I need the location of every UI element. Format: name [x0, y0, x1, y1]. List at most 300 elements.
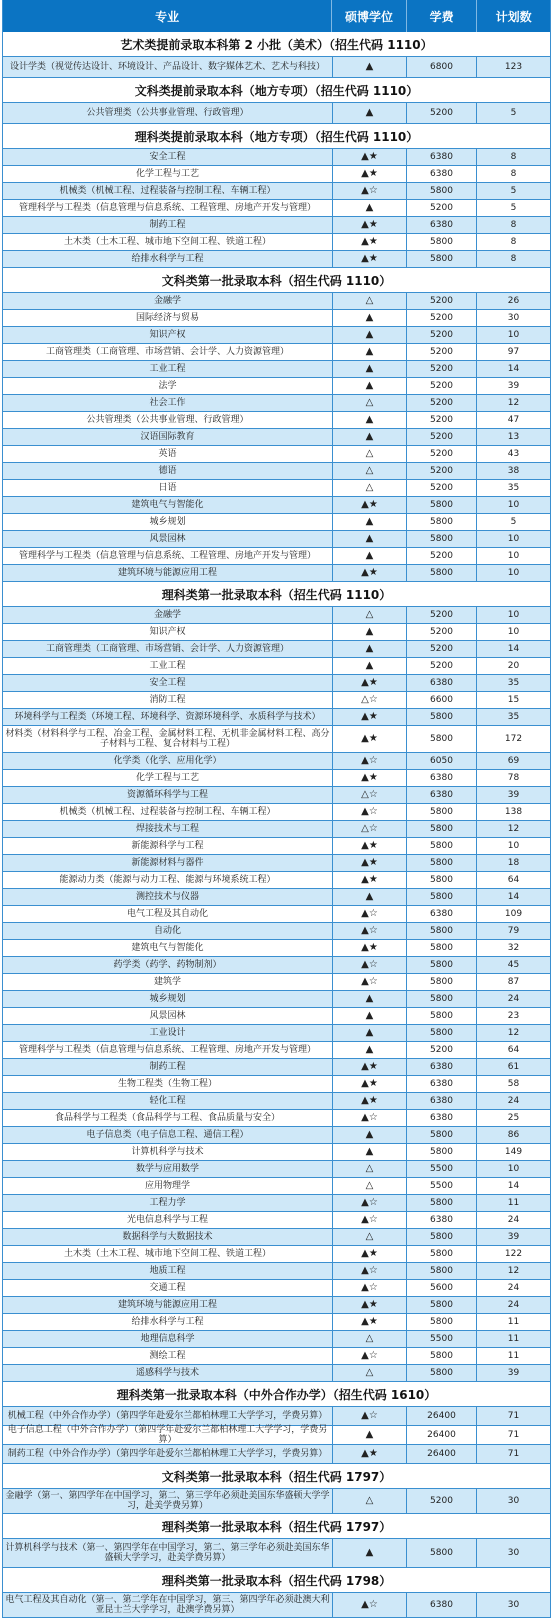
- degree-cell: △: [333, 480, 407, 496]
- plan-cell: 97: [507, 346, 520, 357]
- major-cell: 国际经济与贸易: [3, 310, 333, 326]
- major-cell: 给排水科学与工程: [3, 1314, 333, 1330]
- degree-cell: ▲★: [333, 149, 407, 165]
- plan-cell: 10: [507, 1163, 520, 1174]
- fee-cell: 6380: [407, 1212, 477, 1228]
- plan-cell: 8: [510, 219, 517, 230]
- degree-cell: ▲★: [333, 1246, 407, 1262]
- degree-cell: ▲: [333, 429, 407, 445]
- fee-cell: 5200: [407, 344, 477, 360]
- table-row: [3, 1059, 550, 1076]
- plan-cell: 172: [504, 733, 523, 744]
- degree-cell: ▲: [333, 327, 407, 343]
- table-row: [3, 293, 550, 310]
- major-cell: 新能源材料与器件: [3, 855, 333, 871]
- degree-cell: △☆: [333, 692, 407, 708]
- degree-cell: △: [333, 1229, 407, 1245]
- major-cell: 应用物理学: [3, 1178, 333, 1194]
- plan-cell: 20: [507, 660, 520, 671]
- plan-cell: 26: [507, 295, 520, 306]
- major-cell: 制药工程: [3, 217, 333, 233]
- fee-cell: 5200: [407, 412, 477, 428]
- header-plan: 计划数: [495, 9, 532, 24]
- major-cell: 土木类（土木工程、城市地下空间工程、铁道工程）: [3, 1246, 333, 1262]
- plan-cell: 35: [507, 677, 520, 688]
- table-row: [3, 57, 550, 78]
- fee-cell: 5800: [407, 872, 477, 888]
- fee-cell: 5200: [407, 463, 477, 479]
- major-cell: 电子信息类（电子信息工程、通信工程）: [3, 1127, 333, 1143]
- table-row: [3, 103, 550, 124]
- table-row: [3, 1331, 550, 1348]
- plan-cell: 8: [510, 236, 517, 247]
- degree-cell: ▲☆: [333, 1110, 407, 1126]
- major-cell: 知识产权: [3, 624, 333, 640]
- degree-cell: ▲: [333, 1426, 407, 1444]
- table-row: [3, 787, 550, 804]
- fee-cell: 5200: [407, 200, 477, 216]
- table-row: [3, 770, 550, 787]
- fee-cell: 5800: [407, 889, 477, 905]
- major-cell: 城乡规划: [3, 514, 333, 530]
- major-cell: 土木类（土木工程、城市地下空间工程、铁道工程）: [3, 234, 333, 250]
- degree-cell: ▲: [333, 103, 407, 123]
- degree-cell: ▲: [333, 200, 407, 216]
- degree-cell: ▲: [333, 1008, 407, 1024]
- plan-cell: 25: [507, 1112, 520, 1123]
- table-row: [3, 1280, 550, 1297]
- degree-cell: △: [333, 293, 407, 309]
- plan-cell: 14: [507, 643, 520, 654]
- plan-cell: 87: [507, 976, 520, 987]
- major-cell: 工商管理类（工商管理、市场营销、会计学、人力资源管理）: [3, 641, 333, 657]
- table-row: [3, 514, 550, 531]
- fee-cell: 5800: [407, 1144, 477, 1160]
- plan-cell: 86: [507, 1129, 520, 1140]
- degree-cell: ▲: [333, 531, 407, 547]
- plan-cell: 30: [507, 1547, 520, 1558]
- major-cell: 焊接技术与工程: [3, 821, 333, 837]
- major-cell: 风景园林: [3, 531, 333, 547]
- fee-cell: 5800: [407, 1195, 477, 1211]
- plan-cell: 24: [507, 993, 520, 1004]
- major-cell: 数据科学与大数据技术: [3, 1229, 333, 1245]
- table-row: [3, 804, 550, 821]
- plan-cell: 11: [507, 1350, 520, 1361]
- major-cell: 地质工程: [3, 1263, 333, 1279]
- degree-cell: ▲: [333, 1539, 407, 1567]
- fee-cell: 5200: [407, 361, 477, 377]
- degree-cell: ▲★: [333, 872, 407, 888]
- degree-cell: ▲☆: [333, 183, 407, 199]
- plan-cell: 35: [507, 711, 520, 722]
- major-cell: 测控技术与仪器: [3, 889, 333, 905]
- plan-cell: 14: [507, 1180, 520, 1191]
- fee-cell: 5800: [407, 1365, 477, 1381]
- table-row: [3, 1229, 550, 1246]
- degree-cell: ▲★: [333, 1076, 407, 1092]
- plan-cell: 11: [507, 1197, 520, 1208]
- admission-plan-table: [2, 0, 551, 1618]
- table-row: [3, 1489, 550, 1514]
- major-cell: 金融学: [3, 607, 333, 623]
- section-title: 艺术类提前录取本科第 2 小批（美术）（招生代码 1110）: [3, 32, 550, 57]
- degree-cell: ▲★: [333, 770, 407, 786]
- table-row: [3, 872, 550, 889]
- major-cell: 建筑环境与能源应用工程: [3, 1297, 333, 1313]
- section-title: 理科类第一批录取本科（招生代码 1110）: [3, 582, 550, 607]
- table-row: [3, 607, 550, 624]
- degree-cell: ▲☆: [333, 974, 407, 990]
- fee-cell: 6380: [407, 770, 477, 786]
- plan-cell: 30: [507, 1495, 520, 1506]
- table-row: [3, 855, 550, 872]
- major-cell: 风景园林: [3, 1008, 333, 1024]
- table-body: [3, 32, 550, 1618]
- degree-cell: ▲★: [333, 251, 407, 267]
- degree-cell: ▲: [333, 57, 407, 77]
- major-cell: 工业设计: [3, 1025, 333, 1041]
- fee-cell: 6380: [407, 787, 477, 803]
- fee-cell: 5200: [407, 1042, 477, 1058]
- plan-cell: 39: [507, 1367, 520, 1378]
- fee-cell: 5800: [407, 1314, 477, 1330]
- plan-cell: 30: [507, 312, 520, 323]
- table-row: [3, 1593, 550, 1618]
- table-row: [3, 412, 550, 429]
- major-cell: 金融学: [3, 293, 333, 309]
- table-row: [3, 1076, 550, 1093]
- degree-cell: ▲★: [333, 940, 407, 956]
- fee-cell: 5500: [407, 1178, 477, 1194]
- degree-cell: ▲☆: [333, 804, 407, 820]
- fee-cell: 5800: [407, 183, 477, 199]
- fee-cell: 26400: [407, 1407, 477, 1425]
- major-cell: 工业工程: [3, 658, 333, 674]
- degree-cell: △: [333, 1489, 407, 1513]
- major-cell: 城乡规划: [3, 991, 333, 1007]
- degree-cell: ▲★: [333, 855, 407, 871]
- major-cell: 环境科学与工程类（环境工程、环境科学、资源环境科学、水质科学与技术）: [3, 709, 333, 725]
- plan-cell: 61: [507, 1061, 520, 1072]
- degree-cell: △☆: [333, 821, 407, 837]
- table-row: [3, 821, 550, 838]
- major-cell: 遥感科学与技术: [3, 1365, 333, 1381]
- plan-cell: 10: [507, 499, 520, 510]
- header-degree: 硕博学位: [332, 0, 407, 32]
- fee-cell: 5200: [407, 429, 477, 445]
- major-cell: 工商管理类（工商管理、市场营销、会计学、人力资源管理）: [3, 344, 333, 360]
- major-cell: 消防工程: [3, 692, 333, 708]
- degree-cell: ▲: [333, 310, 407, 326]
- degree-cell: △: [333, 1178, 407, 1194]
- table-row: [3, 1042, 550, 1059]
- degree-cell: ▲★: [333, 1314, 407, 1330]
- major-cell: 材料类（材料科学与工程、冶金工程、金属材料工程、无机非金属材料工程、高分子材料与工程、复合材料与工程）: [3, 726, 333, 752]
- fee-cell: 6380: [407, 149, 477, 165]
- major-cell: 汉语国际教育: [3, 429, 333, 445]
- degree-cell: ▲☆: [333, 1212, 407, 1228]
- major-cell: 机械工程（中外合作办学）（第四学年赴爱尔兰都柏林理工大学学习，学费另算）: [3, 1407, 333, 1425]
- fee-cell: 5800: [407, 991, 477, 1007]
- plan-cell: 11: [507, 1316, 520, 1327]
- fee-cell: 5200: [407, 310, 477, 326]
- table-row: [3, 183, 550, 200]
- header-fee: 学费: [407, 0, 478, 32]
- table-row: [3, 709, 550, 726]
- major-cell: 制药工程（中外合作办学）（第四学年赴爱尔兰都柏林理工大学学习，学费另算）: [3, 1445, 333, 1463]
- plan-cell: 8: [510, 253, 517, 264]
- table-row: [3, 726, 550, 753]
- fee-cell: 6380: [407, 675, 477, 691]
- section-title: 文科类提前录取本科（地方专项）（招生代码 1110）: [3, 78, 550, 103]
- plan-cell: 71: [507, 1429, 520, 1440]
- fee-cell: 5800: [407, 957, 477, 973]
- plan-cell: 78: [507, 772, 520, 783]
- table-row: [3, 1110, 550, 1127]
- plan-cell: 71: [507, 1410, 520, 1421]
- degree-cell: ▲: [333, 641, 407, 657]
- major-cell: 给排水科学与工程: [3, 251, 333, 267]
- fee-cell: 5200: [407, 641, 477, 657]
- fee-cell: 5200: [407, 548, 477, 564]
- degree-cell: ▲☆: [333, 1348, 407, 1364]
- plan-cell: 39: [507, 1231, 520, 1242]
- table-row: [3, 1008, 550, 1025]
- plan-cell: 23: [507, 1010, 520, 1021]
- plan-cell: 8: [510, 168, 517, 179]
- degree-cell: ▲: [333, 1144, 407, 1160]
- fee-cell: 6380: [407, 1593, 477, 1617]
- plan-cell: 8: [510, 151, 517, 162]
- major-cell: 新能源科学与工程: [3, 838, 333, 854]
- major-cell: 金融学（第一、第四学年在中国学习，第二、第三学年必须赴美国东华盛顿大学学习，赴美学费另算）: [3, 1489, 333, 1513]
- table-row: [3, 940, 550, 957]
- fee-cell: 5800: [407, 709, 477, 725]
- table-row: [3, 923, 550, 940]
- fee-cell: 5800: [407, 497, 477, 513]
- plan-cell: 18: [507, 857, 520, 868]
- major-cell: 工程力学: [3, 1195, 333, 1211]
- table-row: [3, 957, 550, 974]
- fee-cell: 5200: [407, 327, 477, 343]
- plan-cell: 64: [507, 1044, 520, 1055]
- table-header: [3, 0, 550, 32]
- degree-cell: ▲★: [333, 1059, 407, 1075]
- plan-cell: 123: [504, 61, 523, 72]
- plan-cell: 79: [507, 925, 520, 936]
- table-row: [3, 565, 550, 582]
- table-row: [3, 200, 550, 217]
- major-cell: 法学: [3, 378, 333, 394]
- table-row: [3, 1348, 550, 1365]
- degree-cell: △: [333, 463, 407, 479]
- fee-cell: 5200: [407, 480, 477, 496]
- plan-cell: 138: [504, 806, 523, 817]
- fee-cell: 6050: [407, 753, 477, 769]
- table-row: [3, 1195, 550, 1212]
- plan-cell: 39: [507, 380, 520, 391]
- major-cell: 资源循环科学与工程: [3, 787, 333, 803]
- fee-cell: 5200: [407, 1489, 477, 1513]
- table-row: [3, 344, 550, 361]
- fee-cell: 5200: [407, 607, 477, 623]
- table-row: [3, 991, 550, 1008]
- table-row: [3, 429, 550, 446]
- plan-cell: 71: [507, 1448, 520, 1459]
- plan-cell: 35: [507, 482, 520, 493]
- fee-cell: 5800: [407, 1246, 477, 1262]
- table-row: [3, 446, 550, 463]
- plan-cell: 14: [507, 363, 520, 374]
- fee-cell: 6380: [407, 1093, 477, 1109]
- fee-cell: 6380: [407, 1076, 477, 1092]
- degree-cell: ▲☆: [333, 1280, 407, 1296]
- header-major: 专业: [3, 0, 332, 32]
- table-row: [3, 531, 550, 548]
- table-row: [3, 497, 550, 514]
- degree-cell: ▲☆: [333, 1407, 407, 1425]
- major-cell: 管理科学与工程类（信息管理与信息系统、工程管理、房地产开发与管理）: [3, 548, 333, 564]
- degree-cell: ▲☆: [333, 753, 407, 769]
- table-row: [3, 327, 550, 344]
- major-cell: 地理信息科学: [3, 1331, 333, 1347]
- major-cell: 食品科学与工程类（食品科学与工程、食品质量与安全）: [3, 1110, 333, 1126]
- table-row: [3, 1365, 550, 1382]
- plan-cell: 24: [507, 1214, 520, 1225]
- plan-cell: 11: [507, 1333, 520, 1344]
- major-cell: 管理科学与工程类（信息管理与信息系统、工程管理、房地产开发与管理）: [3, 200, 333, 216]
- fee-cell: 6600: [407, 692, 477, 708]
- degree-cell: △: [333, 1331, 407, 1347]
- degree-cell: ▲: [333, 658, 407, 674]
- fee-cell: 5800: [407, 974, 477, 990]
- fee-cell: 6800: [407, 57, 477, 77]
- fee-cell: 5500: [407, 1331, 477, 1347]
- degree-cell: ▲: [333, 378, 407, 394]
- plan-cell: 12: [507, 823, 520, 834]
- plan-cell: 24: [507, 1282, 520, 1293]
- section-title: 理科类提前录取本科（地方专项）（招生代码 1110）: [3, 124, 550, 149]
- major-cell: 安全工程: [3, 675, 333, 691]
- fee-cell: 5200: [407, 658, 477, 674]
- plan-cell: 13: [507, 431, 520, 442]
- major-cell: 计算机科学与技术: [3, 1144, 333, 1160]
- major-cell: 轻化工程: [3, 1093, 333, 1109]
- degree-cell: ▲☆: [333, 1195, 407, 1211]
- degree-cell: △☆: [333, 787, 407, 803]
- degree-cell: ▲★: [333, 166, 407, 182]
- plan-cell: 122: [504, 1248, 523, 1259]
- plan-cell: 47: [507, 414, 520, 425]
- table-row: [3, 251, 550, 268]
- major-cell: 社会工作: [3, 395, 333, 411]
- plan-cell: 109: [504, 908, 523, 919]
- section-title: 文科类第一批录取本科（招生代码 1110）: [3, 268, 550, 293]
- table-row: [3, 480, 550, 497]
- major-cell: 日语: [3, 480, 333, 496]
- degree-cell: ▲★: [333, 1297, 407, 1313]
- table-row: [3, 1093, 550, 1110]
- major-cell: 光电信息科学与工程: [3, 1212, 333, 1228]
- table-row: [3, 1445, 550, 1464]
- major-cell: 安全工程: [3, 149, 333, 165]
- degree-cell: ▲☆: [333, 1263, 407, 1279]
- table-row: [3, 1246, 550, 1263]
- table-row: [3, 149, 550, 166]
- fee-cell: 5800: [407, 838, 477, 854]
- table-row: [3, 166, 550, 183]
- degree-cell: ▲★: [333, 497, 407, 513]
- degree-cell: ▲: [333, 1042, 407, 1058]
- plan-cell: 149: [504, 1146, 523, 1157]
- major-cell: 生物工程类（生物工程）: [3, 1076, 333, 1092]
- major-cell: 建筑电气与智能化: [3, 497, 333, 513]
- major-cell: 机械类（机械工程、过程装备与控制工程、车辆工程）: [3, 804, 333, 820]
- table-row: [3, 974, 550, 991]
- plan-cell: 14: [507, 891, 520, 902]
- fee-cell: 5800: [407, 234, 477, 250]
- plan-cell: 58: [507, 1078, 520, 1089]
- major-cell: 药学类（药学、药物制剂）: [3, 957, 333, 973]
- major-cell: 建筑电气与智能化: [3, 940, 333, 956]
- fee-cell: 5200: [407, 446, 477, 462]
- major-cell: 知识产权: [3, 327, 333, 343]
- table-row: [3, 1178, 550, 1195]
- plan-cell: 43: [507, 448, 520, 459]
- degree-cell: ▲☆: [333, 957, 407, 973]
- major-cell: 测绘工程: [3, 1348, 333, 1364]
- plan-cell: 5: [510, 107, 517, 118]
- degree-cell: ▲: [333, 889, 407, 905]
- degree-cell: ▲: [333, 344, 407, 360]
- degree-cell: ▲: [333, 548, 407, 564]
- degree-cell: ▲: [333, 624, 407, 640]
- table-row: [3, 310, 550, 327]
- plan-cell: 15: [507, 694, 520, 705]
- fee-cell: 5800: [407, 531, 477, 547]
- fee-cell: 5200: [407, 103, 477, 123]
- major-cell: 德语: [3, 463, 333, 479]
- table-row: [3, 692, 550, 709]
- section-title: 理科类第一批录取本科（中外合作办学）（招生代码 1610）: [3, 1382, 550, 1407]
- degree-cell: ▲★: [333, 838, 407, 854]
- fee-cell: 26400: [407, 1445, 477, 1463]
- fee-cell: 26400: [407, 1426, 477, 1444]
- degree-cell: ▲☆: [333, 923, 407, 939]
- fee-cell: 5800: [407, 923, 477, 939]
- fee-cell: 5800: [407, 1348, 477, 1364]
- table-row: [3, 1297, 550, 1314]
- plan-cell: 32: [507, 942, 520, 953]
- table-row: [3, 675, 550, 692]
- major-cell: 化学工程与工艺: [3, 166, 333, 182]
- plan-cell: 10: [507, 567, 520, 578]
- plan-cell: 5: [510, 516, 517, 527]
- table-row: [3, 624, 550, 641]
- degree-cell: △: [333, 1161, 407, 1177]
- major-cell: 英语: [3, 446, 333, 462]
- fee-cell: 5800: [407, 1008, 477, 1024]
- fee-cell: 5200: [407, 624, 477, 640]
- major-cell: 电子信息工程（中外合作办学）（第四学年赴爱尔兰都柏林理工大学学习，学费另算）: [3, 1426, 333, 1444]
- degree-cell: ▲★: [333, 565, 407, 581]
- plan-cell: 10: [507, 533, 520, 544]
- degree-cell: ▲☆: [333, 906, 407, 922]
- table-row: [3, 889, 550, 906]
- major-cell: 制药工程: [3, 1059, 333, 1075]
- fee-cell: 5800: [407, 1539, 477, 1567]
